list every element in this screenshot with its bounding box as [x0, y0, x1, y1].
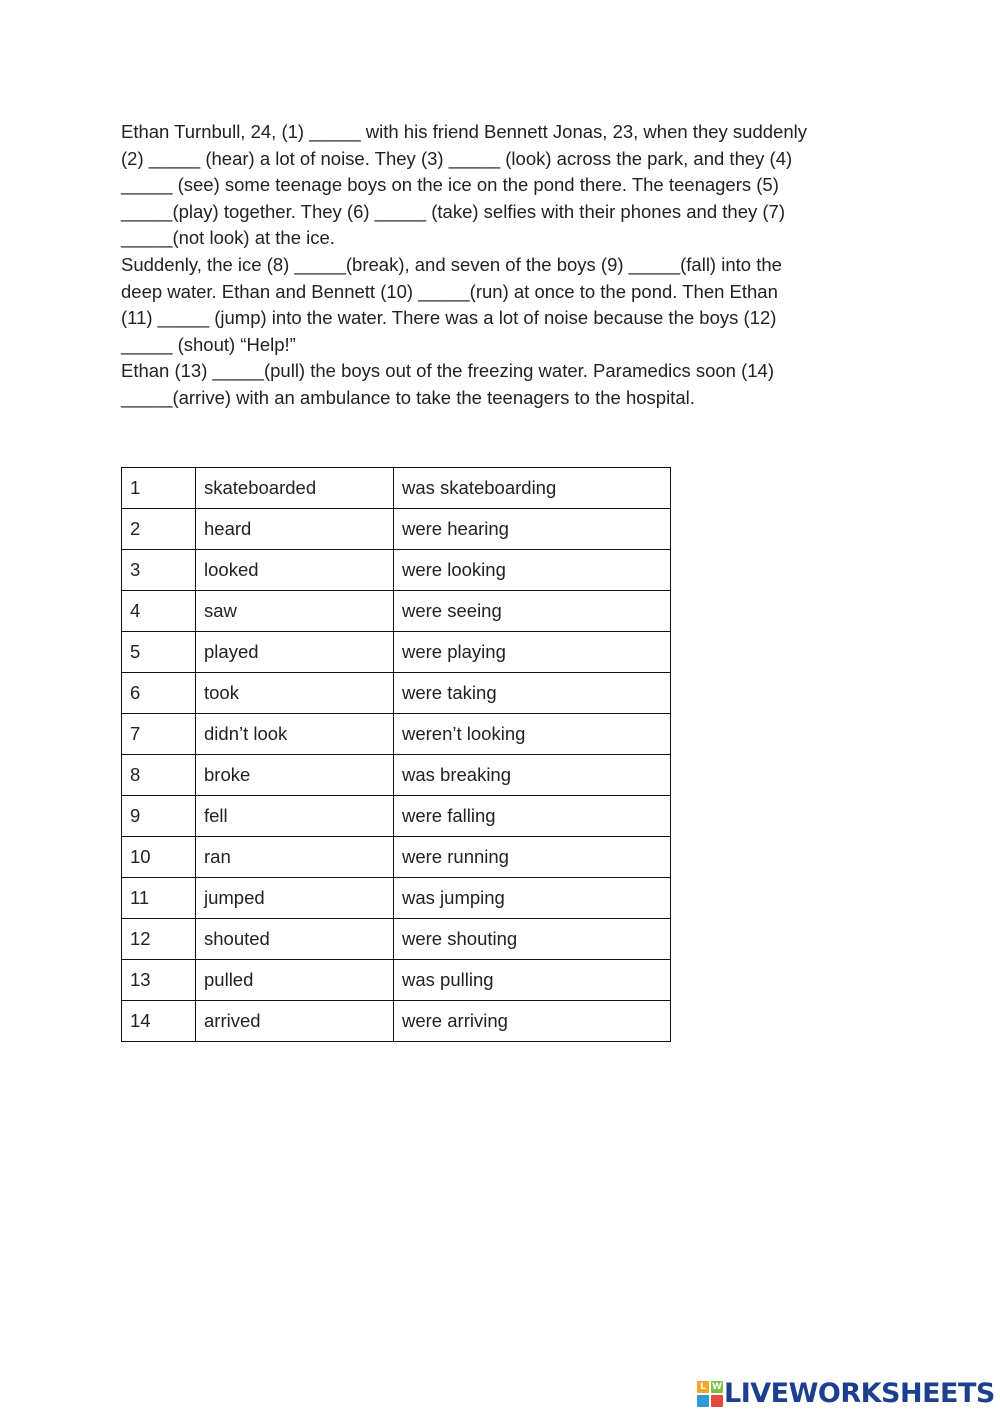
option-past-continuous: were seeing [394, 591, 671, 632]
passage-paragraph-3: Ethan (13) _____(pull) the boys out of the freezing water. Paramedics soon (14) _____(arrive) with an ambulance to take the teenagers to the hospital. [121, 360, 775, 408]
table-row [122, 632, 671, 673]
table-row [122, 1001, 671, 1042]
option-past-continuous: were arriving [394, 1001, 671, 1042]
option-past-continuous: was breaking [394, 755, 671, 796]
table-row [122, 878, 671, 919]
option-simple-past: shouted [196, 919, 394, 960]
row-number: 12 [122, 919, 196, 960]
row-number: 1 [122, 468, 196, 509]
answer-table-body [122, 468, 671, 1042]
option-simple-past: took [196, 673, 394, 714]
option-simple-past: heard [196, 509, 394, 550]
row-number: 13 [122, 960, 196, 1001]
table-row [122, 591, 671, 632]
logo-square-orange: L [697, 1381, 709, 1393]
option-past-continuous: were playing [394, 632, 671, 673]
option-past-continuous: was skateboarding [394, 468, 671, 509]
option-past-continuous: were hearing [394, 509, 671, 550]
row-number: 8 [122, 755, 196, 796]
table-row [122, 919, 671, 960]
option-simple-past: played [196, 632, 394, 673]
logo-square-red [711, 1395, 723, 1407]
row-number: 6 [122, 673, 196, 714]
row-number: 14 [122, 1001, 196, 1042]
table-row [122, 673, 671, 714]
option-past-continuous: were falling [394, 796, 671, 837]
table-row [122, 550, 671, 591]
table-row [122, 755, 671, 796]
option-past-continuous: weren’t looking [394, 714, 671, 755]
table-row [122, 796, 671, 837]
row-number: 2 [122, 509, 196, 550]
row-number: 4 [122, 591, 196, 632]
option-simple-past: looked [196, 550, 394, 591]
row-number: 11 [122, 878, 196, 919]
liveworksheets-logo-icon [697, 1381, 723, 1407]
row-number: 3 [122, 550, 196, 591]
option-simple-past: jumped [196, 878, 394, 919]
option-past-continuous: were running [394, 837, 671, 878]
option-past-continuous: were shouting [394, 919, 671, 960]
table-row [122, 509, 671, 550]
logo-square-blue [697, 1395, 709, 1407]
logo-square-green: W [712, 1382, 722, 1392]
option-past-continuous: was jumping [394, 878, 671, 919]
option-past-continuous: were taking [394, 673, 671, 714]
table-row [122, 468, 671, 509]
option-simple-past: skateboarded [196, 468, 394, 509]
table-row [122, 714, 671, 755]
option-simple-past: fell [196, 796, 394, 837]
option-simple-past: arrived [196, 1001, 394, 1042]
row-number: 7 [122, 714, 196, 755]
option-simple-past: saw [196, 591, 394, 632]
answer-options-table [121, 467, 671, 1042]
row-number: 5 [122, 632, 196, 673]
row-number: 10 [122, 837, 196, 878]
table-row [122, 960, 671, 1001]
passage-paragraph-1: Ethan Turnbull, 24, (1) _____ with his friend Bennett Jonas, 23, when they suddenly (2) _____ (hear) a lot of noise. They (3) _____ (look) across the park, and they (4) _____ (see) some teenage boys on the ice on the pond there. The teenagers (5) _____(play) together. They (6) _____ (take) selfies with their phones and they (7) _____(not look) at the ice. [121, 121, 807, 249]
option-simple-past: didn’t look [196, 714, 394, 755]
option-simple-past: broke [196, 755, 394, 796]
table-row [122, 837, 671, 878]
option-past-continuous: was pulling [394, 960, 671, 1001]
passage-paragraph-2: Suddenly, the ice (8) _____(break), and seven of the boys (9) _____(fall) into the deep water. Ethan and Bennett (10) _____(run) at once to the pond. Then Ethan (11) _____ (jump) into the water. There was a lot of noise because the boys (12) _____ (shout) “Help!” [121, 253, 782, 355]
option-simple-past: pulled [196, 960, 394, 1001]
option-simple-past: ran [196, 837, 394, 878]
option-past-continuous: were looking [394, 550, 671, 591]
liveworksheets-brand [697, 1377, 995, 1411]
exercise-passage [121, 119, 891, 412]
row-number: 9 [122, 796, 196, 837]
brand-wordmark: LIVEWORKSHEETS [724, 1378, 995, 1409]
